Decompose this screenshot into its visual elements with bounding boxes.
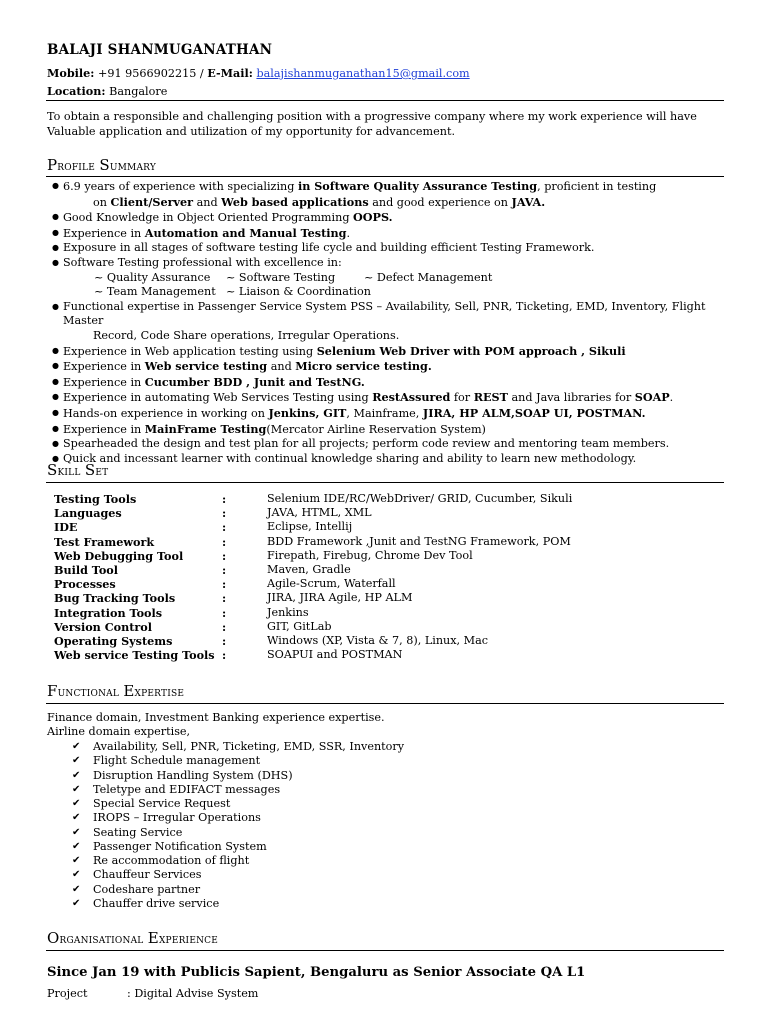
skill-category: Build Tool (54, 562, 119, 577)
mobile-label: Mobile: (47, 66, 95, 80)
skill-value: BDD Framework ,Junit and TestNG Framework, POM (267, 534, 571, 548)
list-item: ● Experience in Web application testing using Selenium Web Driver with POM approach , Sikuli (52, 344, 742, 360)
skill-value: SOAPUI and POSTMAN (267, 648, 403, 662)
skill-colon: : (222, 591, 227, 606)
checklist-item: ✔ Disruption Handling System (DHS) (72, 769, 404, 783)
skill-colon: : (222, 577, 227, 592)
skill-colon: : (222, 605, 227, 620)
finance-domain-text: Finance domain, Investment Banking experience expertise. (47, 711, 385, 724)
list-item: Record, Code Share operations, Irregular Operations. (93, 328, 400, 342)
skill-colon: : (222, 534, 227, 549)
section-divider (46, 176, 724, 177)
list-item: ● 6.9 years of experience with specializing in Software Quality Assurance Testing, proficient in testing (52, 179, 742, 195)
skill-category: Integration Tools (54, 605, 163, 620)
skill-value: Jenkins (267, 605, 309, 619)
project-label: Project (47, 987, 88, 1000)
list-item: ● Experience in Automation and Manual Testing. (52, 226, 742, 242)
skill-category: Version Control (54, 619, 152, 634)
list-item: ~ Quality Assurance ~ Software Testing ~ Defect Management (94, 270, 493, 284)
list-item: ● Good Knowledge in Object Oriented Programming OOPS. (52, 210, 742, 226)
checklist-item: ✔ Chauffeur Services (72, 868, 404, 882)
candidate-name: BALAJI SHANMUGANATHAN (47, 42, 273, 58)
section-divider (46, 482, 724, 483)
skill-colon: : (222, 548, 227, 563)
list-item: ● Experience in automating Web Services Testing using RestAssured for REST and Java libraries for SOAP. (52, 390, 742, 406)
mobile-value: +91 9566902215 / (94, 67, 208, 80)
section-title-functional-expertise: Functional Expertise (47, 682, 185, 700)
list-item: ● Software Testing professional with excellence in: (52, 256, 742, 271)
skill-value: Maven, Gradle (267, 562, 351, 576)
checklist-item: ✔ Flight Schedule management (72, 754, 404, 768)
skill-category: Web Debugging Tool (54, 548, 184, 563)
list-item: ● Experience in Web service testing and Micro service testing. (52, 359, 742, 375)
list-item: ● Experience in Cucumber BDD , Junit and TestNG. (52, 375, 742, 391)
list-item: on Client/Server and Web based applications and good experience on JAVA. (93, 194, 546, 209)
checklist-item: ✔ Availability, Sell, PNR, Ticketing, EMD, SSR, Inventory (72, 740, 404, 754)
email-label: E-Mail: (207, 66, 253, 80)
checklist-item: ✔ IROPS – Irregular Operations (72, 811, 404, 825)
profile-summary-list (52, 179, 742, 466)
checklist-item: ✔ Chauffer drive service (72, 897, 404, 911)
skill-category: Processes (54, 577, 116, 592)
checklist-item: ✔ Re accommodation of flight (72, 854, 404, 868)
list-item: ● Hands-on experience in working on Jenkins, GIT, Mainframe, JIRA, HP ALM,SOAP UI, POSTMAN. (52, 406, 742, 422)
skill-value: JIRA, JIRA Agile, HP ALM (267, 591, 413, 605)
checklist-item: ✔ Special Service Request (72, 797, 404, 811)
list-item: ● Experience in MainFrame Testing(Mercator Airline Reservation System) (52, 422, 742, 438)
list-item: ● Functional expertise in Passenger Service System PSS – Availability, Sell, PNR, Ticketing, EMD, Inventory, Flight Master (52, 300, 742, 329)
skill-category: Test Framework (54, 534, 155, 549)
skill-value: Agile-Scrum, Waterfall (267, 577, 396, 591)
skill-category: Bug Tracking Tools (54, 591, 176, 606)
location-line (47, 84, 167, 98)
employment-heading: Since Jan 19 with Publicis Sapient, Bengaluru as Senior Associate QA L1 (47, 965, 586, 980)
skill-category: Web service Testing Tools (54, 648, 215, 663)
objective-text: To obtain a responsible and challenging position with a progressive company where my work experience will have Valuable application and utilization of my opportunity for advancement. (47, 110, 697, 138)
section-title-skill-set: Skill Set (47, 461, 109, 479)
location-value: Bangalore (105, 85, 168, 98)
skill-colon: : (222, 648, 227, 663)
skill-colon: : (222, 562, 227, 577)
skill-colon: : (222, 633, 227, 648)
skill-value: JAVA, HTML, XML (267, 506, 372, 520)
section-title-organisational-experience: Organisational Experience (47, 929, 219, 947)
skill-category: Testing Tools (54, 492, 137, 506)
skill-value: Windows (XP, Vista & 7, 8), Linux, Mac (267, 633, 489, 647)
skill-value: Firepath, Firebug, Chrome Dev Tool (267, 548, 473, 562)
checklist-item: ✔ Seating Service (72, 826, 404, 840)
skill-category: IDE (54, 520, 78, 535)
list-item: ● Exposure in all stages of software testing life cycle and building efficient Testing Framework. (52, 241, 742, 256)
section-divider (46, 950, 724, 951)
airline-domain-text: Airline domain expertise, (47, 725, 191, 738)
skill-category: Languages (54, 506, 122, 521)
list-item: ~ Team Management ~ Liaison & Coordination (94, 285, 371, 299)
checklist-item: ✔ Codeshare partner (72, 883, 404, 897)
list-item: ● Spearheaded the design and test plan for all projects; perform code review and mentoring team members. (52, 437, 742, 452)
skill-colon: : (222, 520, 227, 535)
skill-value: Selenium IDE/RC/WebDriver/ GRID, Cucumber, Sikuli (267, 492, 573, 505)
skill-colon: : (222, 506, 227, 521)
section-title-profile-summary: Profile Summary (47, 156, 156, 174)
list-item: ● Quick and incessant learner with continual knowledge sharing and ability to learn new methodology. (52, 452, 742, 467)
skill-category: Operating Systems (54, 633, 173, 648)
skill-value: Eclipse, Intellij (267, 520, 353, 534)
contact-line (47, 66, 470, 80)
expertise-checklist (72, 740, 404, 911)
email-link[interactable]: balajishanmuganathan15@gmail.com (256, 67, 470, 80)
checklist-item: ✔ Teletype and EDIFACT messages (72, 783, 404, 797)
checklist-item: ✔ Passenger Notification System (72, 840, 404, 854)
header-divider (46, 100, 724, 101)
section-divider (46, 703, 724, 704)
location-label: Location: (47, 84, 106, 98)
skill-value: GIT, GitLab (267, 619, 332, 633)
skill-colon: : (222, 492, 227, 506)
skill-colon: : (222, 619, 227, 634)
project-value: : Digital Advise System (127, 987, 259, 1000)
